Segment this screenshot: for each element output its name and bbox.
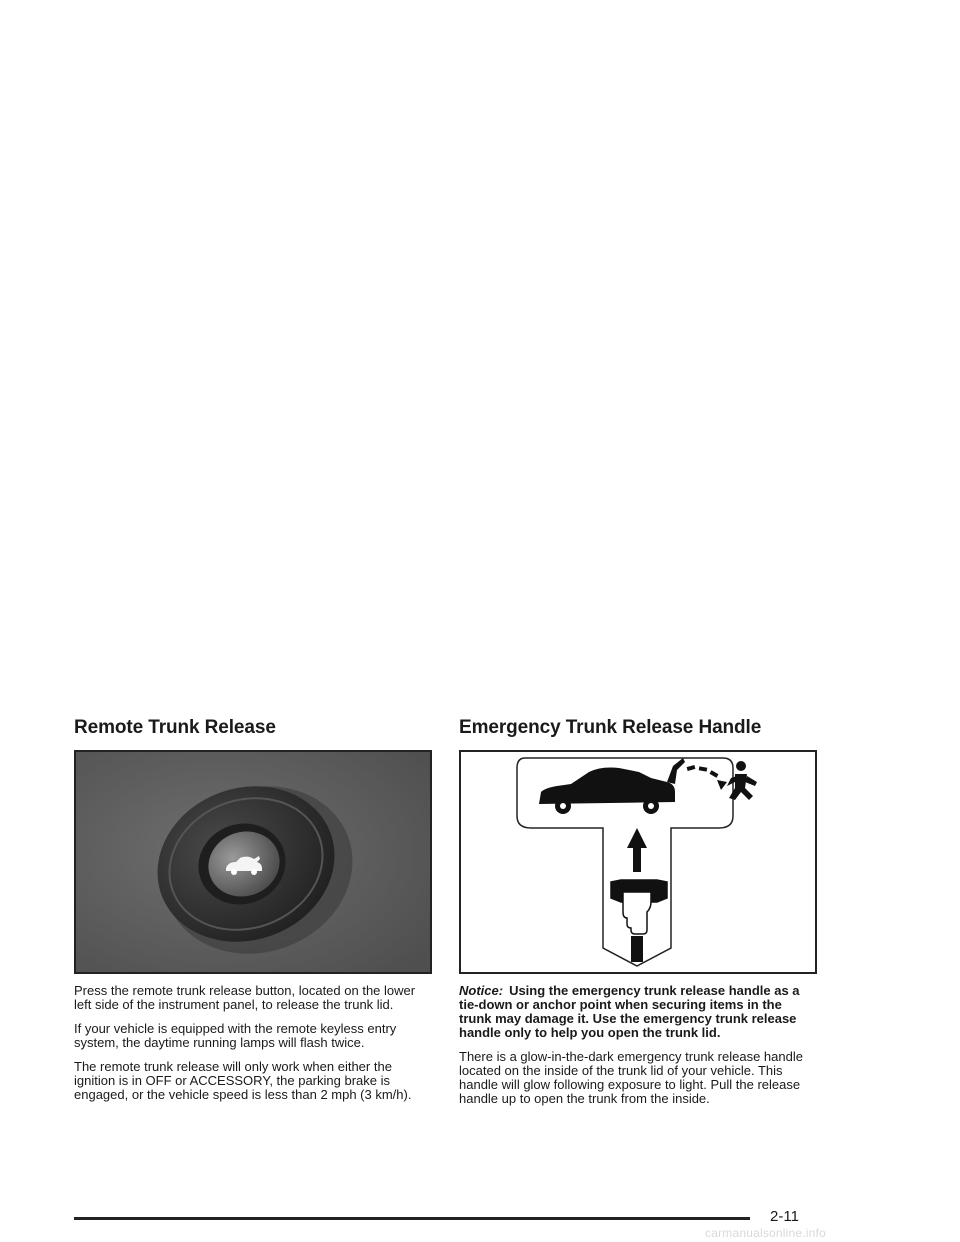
- trunk-release-button-photo: [74, 750, 432, 974]
- section-heading: Emergency Trunk Release Handle: [459, 717, 762, 738]
- paragraph: The remote trunk release will only work when either the ignition is in OFF or ACCESSORY, the parking brake is engaged, or the vehicle speed is less than 2 mph (3 km/h).: [74, 1059, 412, 1102]
- paragraph: There is a glow-in-the-dark emergency trunk release handle located on the inside of the trunk lid of your vehicle. This handle will glow following exposure to light. Pull the release handle up to open the trunk from the inside.: [459, 1049, 803, 1106]
- trunk-release-button-icon: [76, 752, 430, 972]
- emergency-trunk-release-handle-diagram: [459, 750, 817, 974]
- notice-text: Using the emergency trunk release handle as a tie-down or anchor point when securing items in the trunk may damage it. Use the emergency trunk release handle only to help you open the trunk lid.: [459, 983, 800, 1040]
- emergency-trunk-release-section: [459, 716, 817, 1106]
- notice: [459, 984, 817, 1040]
- paragraph: If your vehicle is equipped with the remote keyless entry system, the daytime running lamps will flash twice.: [74, 1021, 397, 1050]
- page-number: 2-11: [770, 1208, 799, 1225]
- watermark: carmanualsonline.info: [705, 1226, 826, 1240]
- emergency-trunk-release-handle-icon: [461, 752, 815, 972]
- remote-trunk-release-section: [74, 716, 432, 1102]
- notice-label: Notice:: [459, 983, 504, 998]
- section-heading: Remote Trunk Release: [74, 717, 276, 738]
- footer-rule: [74, 1217, 750, 1220]
- paragraph: Press the remote trunk release button, located on the lower left side of the instrument panel, to release the trunk lid.: [74, 983, 416, 1012]
